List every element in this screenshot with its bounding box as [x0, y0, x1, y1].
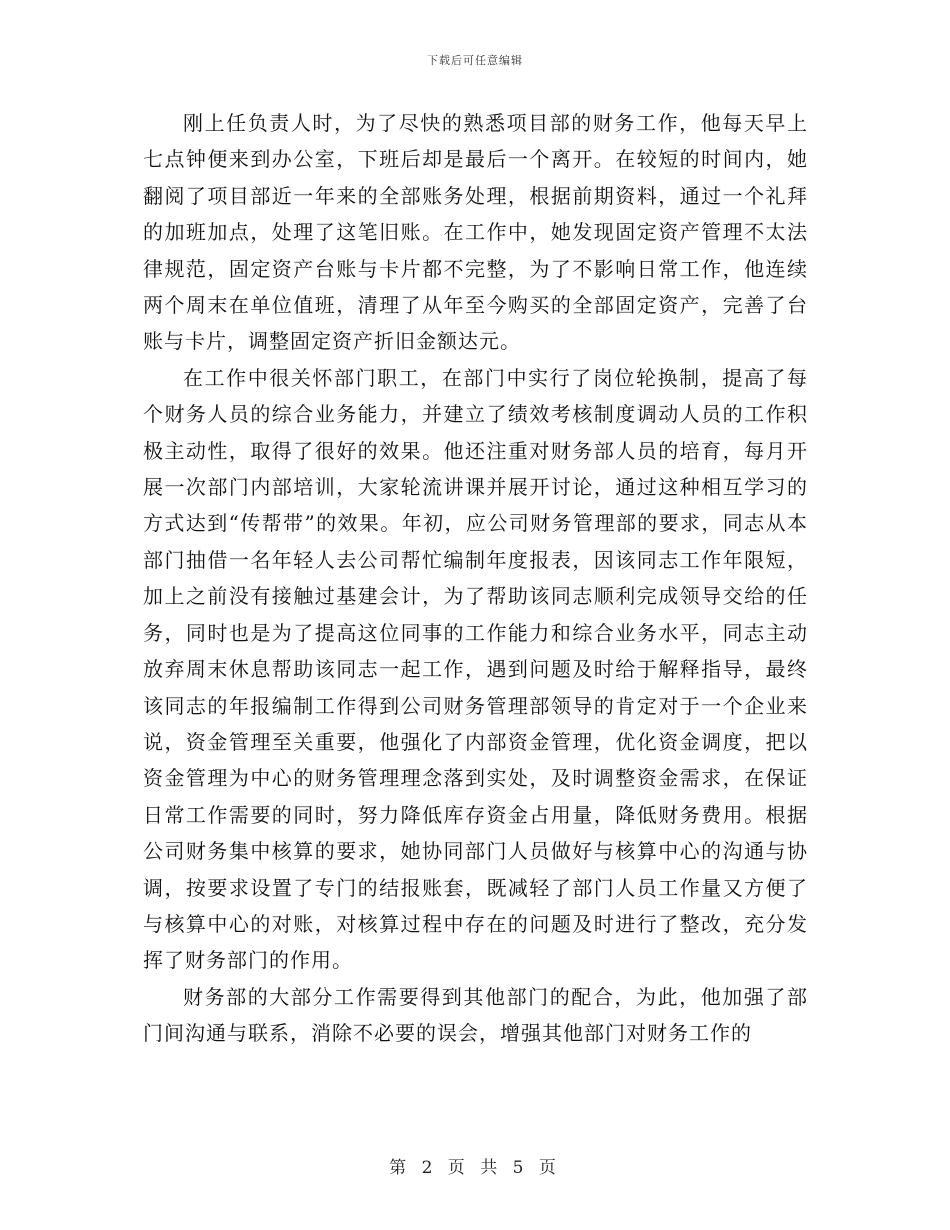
- paragraph-2: 在工作中很关怀部门职工，在部门中实行了岗位轮换制，提高了每个财务人员的综合业务能力，并建立了绩效考核制度调动人员的工作积极主动性，取得了很好的效果。他还注重对财务部人员的培育，每月开展一次部门内部培训，大家轮流讲课并展开讨论，通过这种相互学习的方式达到“传帮带”的效果。年初，应公司财务管理部的要求，同志从本部门抽借一名年轻人去公司帮忙编制年度报表，因该同志工作年限短，加上之前没有接触过基建会计，为了帮助该同志顺利完成领导交给的任务，同时也是为了提高这位同事的工作能力和综合业务水平，同志主动放弃周末休息帮助该同志一起工作，遇到问题及时给于解释指导，最终该同志的年报编制工作得到公司财务管理部领导的肯定对于一个企业来说，资金管理至关重要，他强化了内部资金管理，优化资金调度，把以资金管理为中心的财务管理理念落到实处，及时调整资金需求，在保证日常工作需要的同时，努力降低库存资金占用量，降低财务费用。根据公司财务集中核算的要求，她协同部门人员做好与核算中心的沟通与协调，按要求设置了专门的结报账套，既减轻了部门人员工作量又方便了与核算中心的对账，对核算过程中存在的问题及时进行了整改，充分发挥了财务部门的作用。: [143, 365, 808, 973]
- document-body: [143, 105, 808, 1052]
- page-header-note: 下载后可任意编辑: [427, 54, 523, 67]
- paragraph-1: 刚上任负责人时，为了尽快的熟悉项目部的财务工作，他每天早上七点钟便来到办公室，下班后却是最后一个离开。在较短的时间内，她翻阅了项目部近一年来的全部账务处理，根据前期资料，通过一个礼拜的加班加点，处理了这笔旧账。在工作中，她发现固定资产管理不太法律规范，固定资产台账与卡片都不完整，为了不影响日常工作，他连续两个周末在单位值班，清理了从年至今购买的全部固定资产，完善了台账与卡片，调整固定资产折旧金额达元。: [143, 111, 808, 354]
- paragraph-3: 财务部的大部分工作需要得到其他部门的配合，为此，他加强了部门间沟通与联系，消除不必要的误会，增强其他部门对财务工作的: [143, 984, 808, 1046]
- page-number: 第 2 页 共 5 页: [389, 1158, 561, 1178]
